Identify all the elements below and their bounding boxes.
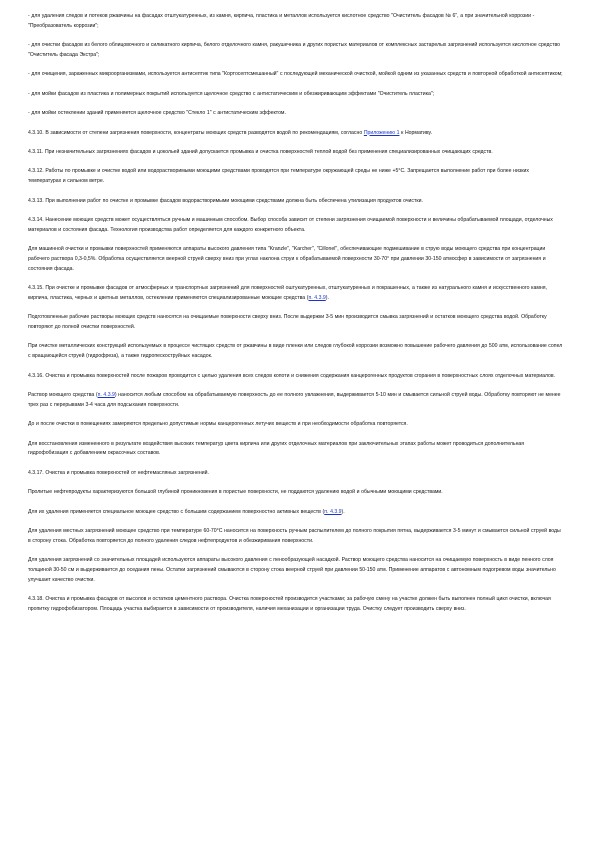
paragraph-p11: [28, 245, 563, 274]
paragraph-p10: [28, 216, 563, 236]
paragraph-text: 4.3.11. При незначительных загрязнениях фасадов и цокольей зданий допускается промывка и очистка поверхностей теплой водой без применения специализированных очищающих средств.: [28, 148, 493, 155]
paragraph-text: 4.3.10. В зависимости от степени загрязнения поверхности, концентраты моющих средств разводятся водой по рекомендациям, согласно: [28, 129, 364, 136]
paragraph-text: - для удаления следов и потеков ржавчины на фасадах отштукатуренных, из камня, кирпича, пластика и металлов используется кислотное средство "Очиститель фасадов № 6", а при значительной коррозии - "Преобразователь коррозии";: [28, 13, 535, 29]
paragraph-text: ).: [341, 508, 345, 515]
cross-reference-link[interactable]: п. 4.3.9: [308, 294, 326, 301]
paragraph-p20: [28, 488, 563, 498]
paragraph-p3: [28, 70, 563, 80]
cross-reference-link[interactable]: п. 4.3.9: [97, 392, 115, 399]
paragraph-p7: [28, 148, 563, 158]
paragraph-text: 4.3.12. Работы по промывке и очистке водой или водорастворимыми моющими средствами проводятся при температуре окружающей среды не ниже +5°С. Запрещается выполнение работ при более низких температурах и сильном ветре.: [28, 168, 529, 185]
paragraph-text: ).: [325, 294, 329, 301]
paragraph-p1: [28, 12, 563, 32]
paragraph-p9: [28, 197, 563, 207]
paragraph-p2: [28, 41, 563, 61]
paragraph-text: Пролитые нефтепродукты характеризуются большой глубиной проникновения в пористые поверхности, не поддаются удалению водой и обычными моющими средствами.: [28, 489, 443, 496]
cross-reference-link[interactable]: п. 4.3.9: [324, 508, 342, 515]
paragraph-text: 4.3.13. При выполнении работ по очистке и промывке фасадов водорастворимыми моющими средствами должна быть обеспечена утилизация продуктов очистки.: [28, 197, 423, 204]
paragraph-text: Для удаления местных загрязнений моющее средство при температуре 60-70°С наносится на поверхность ручным распылителем до полного покрытия пятна, выдерживается 3-5 минут и смывается сильной струей воды в сторону стока. Обработка повторяется до полного удаления следов нефтепродуктов и обезжиривания поверхности.: [28, 527, 561, 544]
paragraph-text: Для восстановления измененного в результате воздействия высоких температур цвета кирпича или других отделочных материалов при заключительных этапах работы может проводиться дополнительная гидрофобизация с добавлением окрасочных составов.: [28, 440, 525, 457]
paragraph-p4: [28, 90, 563, 100]
paragraph-text: 4.3.15. При очистке и промывке фасадов от атмосферных и транспортных загрязнений для поверхностей оштукатуренных, отштукатуренных и покрашенных, а также из натурального камня и искусственного камня, кирпича, пластика, черных и цветных металлов, остеклении применяются специализированные моющие средства (: [28, 285, 547, 301]
paragraph-text: Подготовленные рабочие растворы моющих средств наносятся на очищаемые поверхности сверху вниз. После выдержки 3-5 мин производится смывка загрязнений и остатков моющего средства водой. Обработку повторяют до полной очистки поверхностей.: [28, 314, 547, 331]
paragraph-text: к Нормативу.: [399, 129, 433, 136]
paragraph-p19: [28, 469, 563, 479]
paragraph-p17: [28, 420, 563, 430]
paragraph-text: Для их удаления применяется специальное моющее средство с большим содержанием поверхностно активных веществ (: [28, 508, 325, 515]
paragraph-p15: [28, 372, 563, 382]
paragraph-text: Раствор моющего средства (: [28, 392, 98, 399]
paragraph-p16: [28, 391, 563, 411]
paragraph-text: Для машинной очистки и промывки поверхностей применяются аппараты высокого давления типа "Kranzle", "Karcher", "Cillonel", обеспечивающие подмешивание в струю воды моющего средства при концентрации рабочего раствора 0,3-0,5%. Обработка осуществляется веерной струей сверху вниз при углах наклона струи к обрабатываемой поверхности 30-70° при давлении 30-150 атмосфер в зависимости от загрязнения и состояния фасада.: [28, 246, 546, 272]
paragraph-p8: [28, 167, 563, 187]
paragraph-p24: [28, 595, 563, 615]
paragraph-text: 4.3.14. Нанесение моющих средств может осуществляться ручным и машинным способом. Выбор способа зависит от степени загрязнения очищаемой поверхности и величины обрабатываемой площади, отделочных материалов и состояния фасада. Технология производства работ определяется для каждого конкретного объекта.: [28, 216, 553, 233]
paragraph-text: - для мойки фасадов из пластика и полимерных покрытий используется щелочное средство с антистатическим и обезжиривающим эффектами "Очиститель пластика";: [28, 90, 435, 97]
paragraph-text: При очистке металлических конструкций используемых в процессе чистящих средств от ржавчины в виде пленки или следов глубокой коррозии возможно повышение рабочего давления до 500 атм, использование сопел с вращающейся струей (гидрофреза), а также гидропескоструйных насадок.: [28, 343, 563, 360]
paragraph-p21: [28, 508, 563, 518]
paragraph-text: 4.3.17. Очистка и промывка поверхностей от нефтемасляных загрязнений.: [28, 469, 209, 476]
paragraph-p5: [28, 109, 563, 119]
cross-reference-link[interactable]: Приложению 1: [363, 129, 400, 136]
paragraph-text: 4.3.16. Очистка и промывка поверхностей после пожаров проводится с целью удаления всех следов копоти и снижения содержания канцерогенных продуктов сгорания в поверхностных слоях отделочных материалов.: [28, 372, 556, 379]
paragraph-p23: [28, 556, 563, 585]
paragraph-p12: [28, 284, 563, 304]
paragraph-text: ) наносится любым способом на обрабатываемую поверхность до ее полного увлажнения, выдерживается 5-10 мин и смывается сильной струей воды. Обработку повторяют не менее трех раз с перерывами 3-4 часа для подсыхания поверхности.: [28, 392, 561, 408]
paragraph-p18: [28, 440, 563, 460]
paragraph-p22: [28, 527, 563, 547]
paragraph-p13: [28, 313, 563, 333]
paragraph-text: - для мойки остеклении зданий применяется щелочное средство "Стекло 1" с антистатическим эффектом.: [28, 110, 286, 117]
paragraph-p6: [28, 129, 563, 139]
paragraph-text: До и после очистки в помещениях замеряются предельно допустимые нормы канцерогенных летучих веществ и при необходимости обработка повторяется.: [28, 421, 408, 428]
paragraph-text: Для удаления загрязнений со значительных площадей используются аппараты высокого давления с пенообразующей насадкой. Раствор моющего средства наносится на очищаемую поверхность в виде пенного слоя толщиной 30-50 см и выдерживается до оседания пены. Остатки загрязнений смываются в сторону стока веерной струей при давлении 50-150 атм. Применение аппаратов с автономным подогревом воды значительно улучшает качество очистки.: [28, 557, 556, 583]
paragraph-text: - для очищения, зараженных микроорганизмами, используется антисептик типа "Кортосептсмешанный" с последующей механической очисткой, мойкой одним из указанных средств и повторной обработкой антисептиком;: [28, 71, 563, 78]
paragraph-text: - для очистки фасадов из белого облицовочного и силикатного кирпича, белого отделочного камня, ракушечника и других пористых материалов от комплексных застарелых загрязнений используется кислотное средство "Очиститель фасада Экстра";: [28, 42, 561, 58]
paragraph-p14: [28, 342, 563, 362]
paragraph-text: 4.3.18. Очистка и промывка фасадов от высолов и остатков цементного раствора. Очистка поверхностей производится участками; за рабочую смену на участке должен быть выполнен полный цикл очистки, включая пропитку гидрофобизатором. Площадь участка выбирается в зависимости от производителя, наличия механизации и организации труда. Очистку следует производить сверху вниз.: [28, 596, 551, 612]
